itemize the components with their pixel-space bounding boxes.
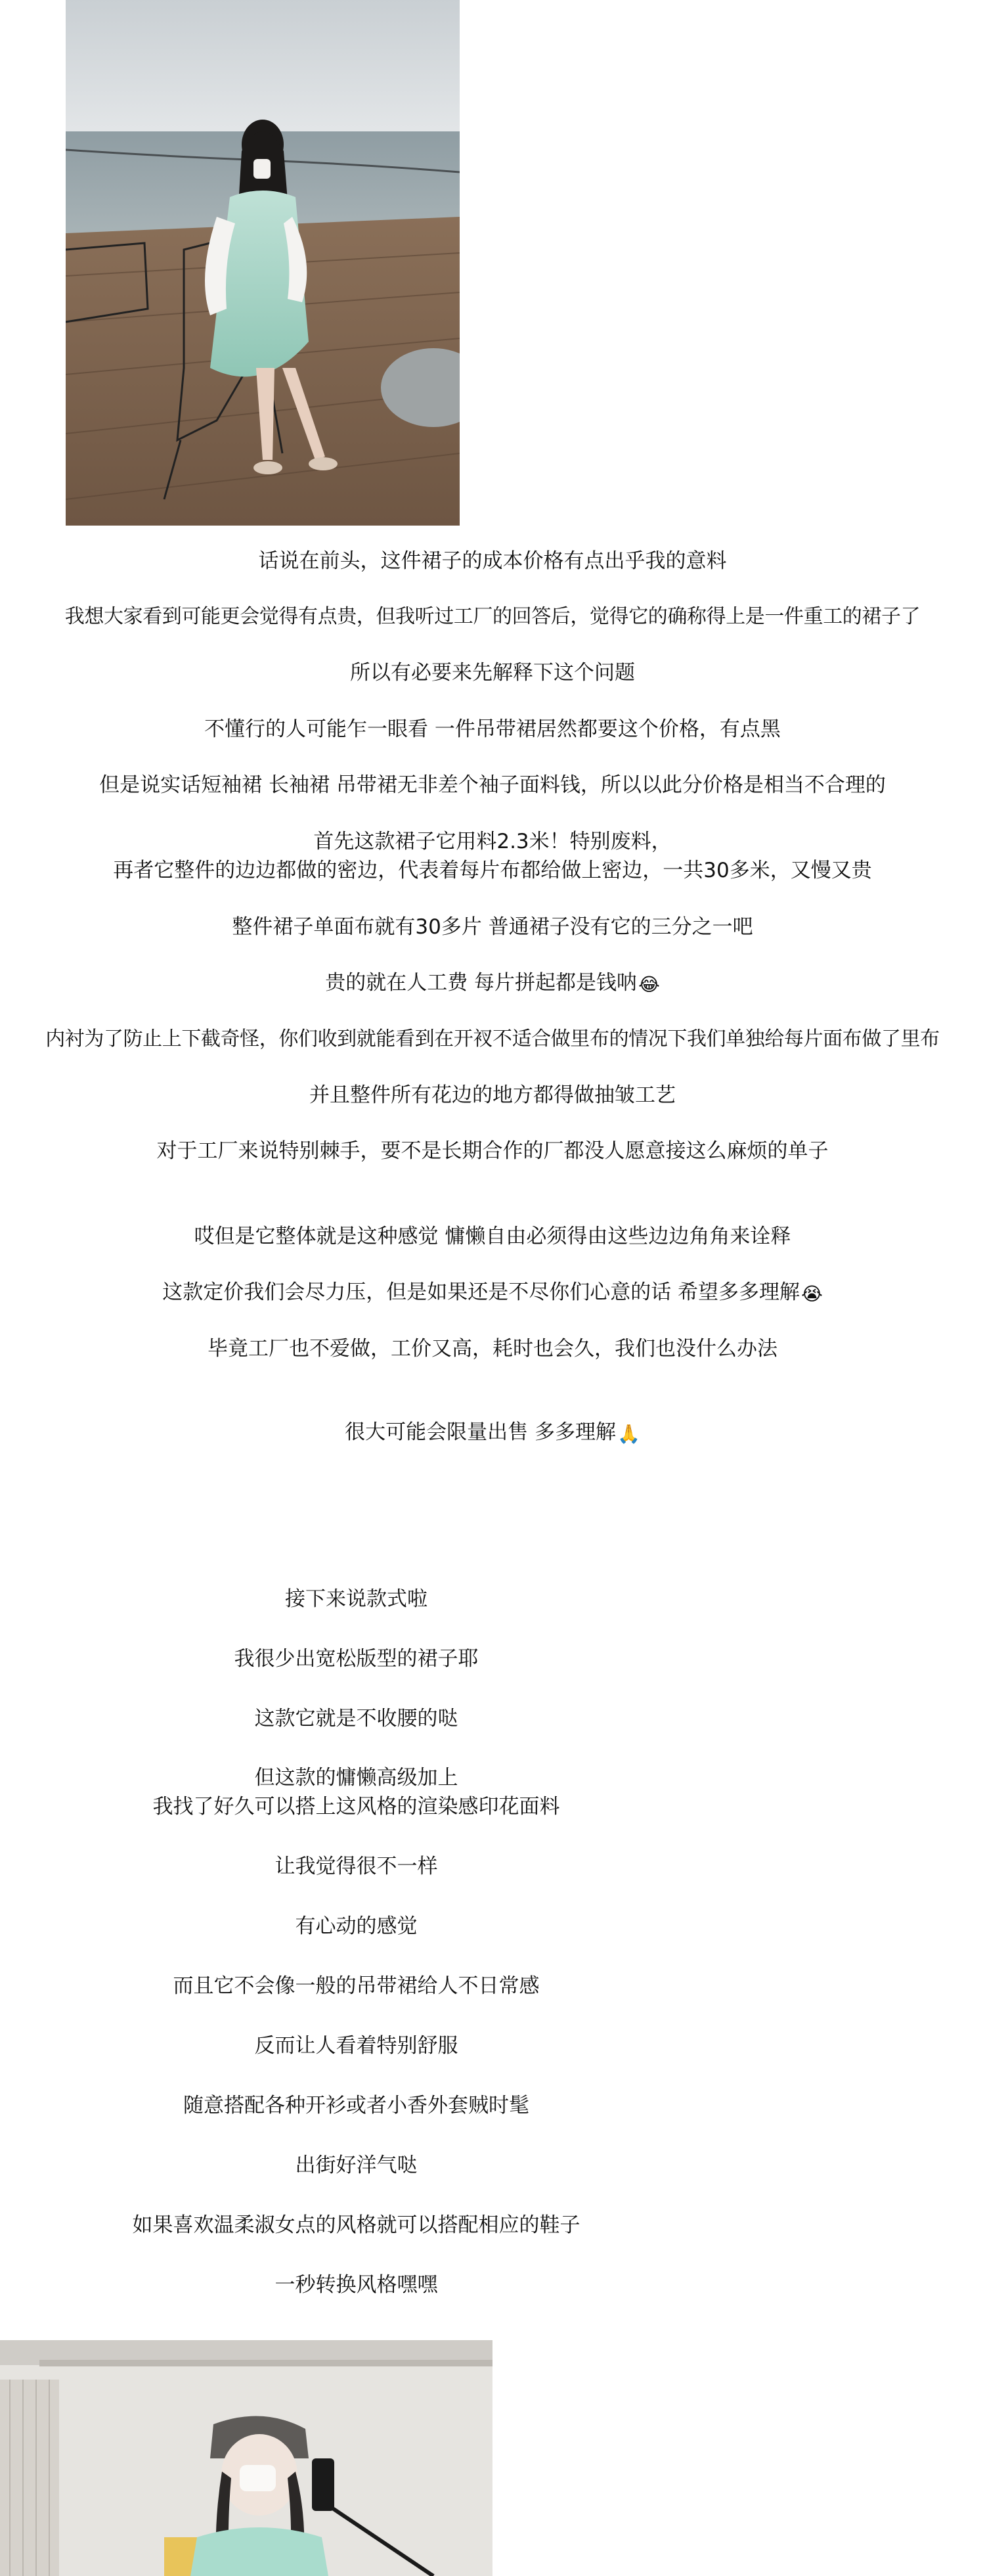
text-line: 我很少出宽松版型的裙子耶 [234, 1647, 479, 1671]
text-line: 但是说实话短袖裙 长袖裙 吊带裙无非差个袖子面料钱，所以以此分价格是相当不合理的 [99, 773, 886, 797]
text-line [0, 1419, 985, 1445]
text-line [0, 1279, 985, 1305]
text-line: 随意搭配各种开衫或者小香外套贼时髦 [183, 2094, 529, 2117]
text-line: 所以有必要来先解释下这个问题 [350, 661, 635, 685]
text-line: 出街好洋气哒 [295, 2154, 418, 2177]
text-line: 一秒转换风格嘿嘿 [274, 2273, 438, 2297]
text-line: 首先这款裙子它用料2.3米！特别废料， [313, 830, 672, 853]
text-line-content: 很大可能会限量出售 多多理解 [345, 1420, 616, 1444]
text-line: 接下来说款式啦 [285, 1587, 427, 1611]
text-line: 我想大家看到可能更会觉得有点贵，但我听过工厂的回答后，觉得它的确称得上是一件重工的裙子了 [64, 605, 921, 628]
photo-seaside-deck [66, 0, 460, 526]
text-line: 哎但是它整体就是这种感觉 慵懒自由必须得由这些边边角角来诠释 [194, 1225, 791, 1248]
photo-indoor-selfie [0, 2340, 492, 2576]
text-line-content: 这款定价我们会尽力压，但是如果还是不尽你们心意的话 希望多多理解 [162, 1280, 800, 1304]
text-line: 并且整件所有花边的地方都得做抽皱工艺 [309, 1083, 676, 1107]
laugh-cry-emoji-icon: 😂 [638, 974, 660, 995]
text-line: 反而让人看着特别舒服 [254, 2034, 458, 2058]
text-line: 不懂行的人可能乍一眼看 一件吊带裙居然都要这个价格，有点黑 [204, 717, 781, 741]
text-line: 让我觉得很不一样 [274, 1855, 438, 1878]
text-line-content: 贵的就在人工费 每片拼起都是钱呐 [325, 971, 638, 995]
pray-emoji-icon: 🙏 [617, 1423, 640, 1445]
text-line: 内衬为了防止上下截奇怪，你们收到就能看到在开衩不适合做里布的情况下我们单独给每片面布做了里布 [45, 1028, 940, 1051]
text-line: 但这款的慵懒高级加上 [254, 1766, 458, 1790]
text-line: 整件裙子单面布就有30多片 普通裙子没有它的三分之一吧 [232, 915, 753, 939]
sob-emoji-icon: 😭 [801, 1283, 823, 1305]
text-line: 再者它整件的边边都做的密边，代表着每片布都给做上密边，一共30多米，又慢又贵 [113, 859, 872, 882]
text-line: 对于工厂来说特别棘手，要不是长期合作的厂都没人愿意接这么麻烦的单子 [156, 1139, 829, 1163]
text-line: 如果喜欢温柔淑女点的风格就可以搭配相应的鞋子 [132, 2213, 580, 2237]
text-line: 有心动的感觉 [295, 1914, 418, 1938]
text-line: 毕竟工厂也不爱做，工价又高，耗时也会久，我们也没什么办法 [208, 1337, 777, 1361]
text-line: 这款它就是不收腰的哒 [254, 1707, 458, 1730]
text-line: 我找了好久可以搭上这风格的渲染感印花面料 [152, 1795, 560, 1819]
text-line: 话说在前头，这件裙子的成本价格有点出乎我的意料 [258, 549, 727, 573]
text-line: 而且它不会像一般的吊带裙给人不日常感 [173, 1974, 540, 1998]
text-line [0, 970, 985, 996]
